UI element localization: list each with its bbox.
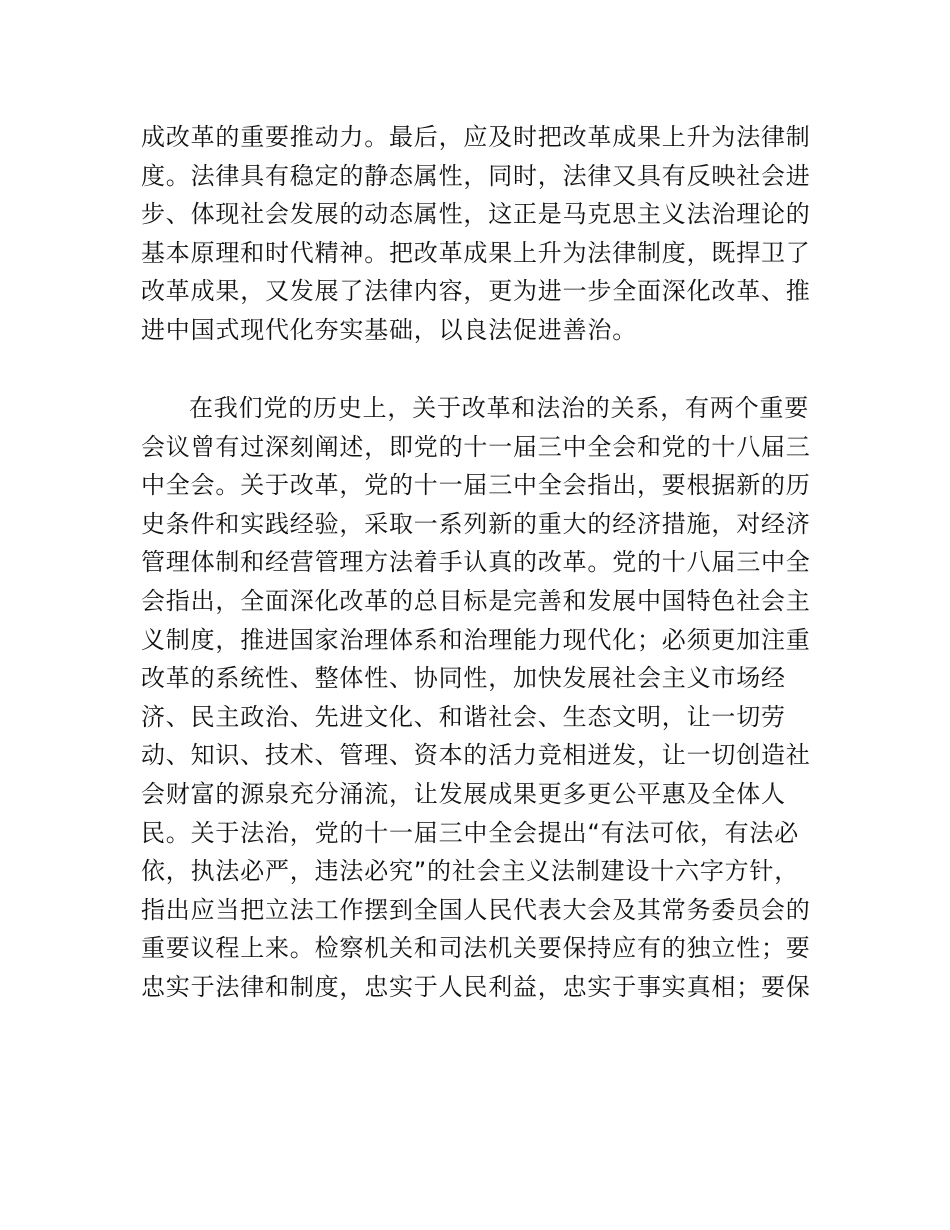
- text-line: 史条件和实践经验，采取一系列新的重大的经济措施，对经济: [141, 509, 811, 538]
- text-line: 指出应当把立法工作摆到全国人民代表大会及其常务委员会的: [141, 895, 811, 924]
- text-line: 动、知识、技术、管理、资本的活力竞相迸发，让一切创造社: [141, 741, 811, 770]
- text-line: 会指出，全面深化改革的总目标是完善和发展中国特色社会主: [141, 586, 811, 615]
- text-line-indented: 在我们党的历史上，关于改革和法治的关系，有两个重要: [189, 394, 809, 422]
- text-line: 会议曾有过深刻阐述，即党的十一届三中全会和党的十八届三: [141, 432, 811, 461]
- text-line: 管理体制和经营管理方法着手认真的改革。党的十八届三中全: [141, 548, 811, 577]
- text-line: 中全会。关于改革，党的十一届三中全会指出，要根据新的历: [141, 471, 811, 500]
- text-line: 忠实于法律和制度，忠实于人民利益，忠实于事实真相；要保: [141, 972, 811, 1001]
- text-line: 成改革的重要推动力。最后，应及时把改革成果上升为法律制: [141, 123, 811, 151]
- text-line: 进中国式现代化夯实基础，以良法促进善治。: [141, 315, 637, 344]
- text-line: 改革成果，又发展了法律内容，更为进一步全面深化改革、推: [141, 277, 811, 306]
- text-line: 基本原理和时代精神。把改革成果上升为法律制度，既捍卫了: [141, 238, 811, 267]
- text-line: 济、民主政治、先进文化、和谐社会、生态文明，让一切劳: [141, 702, 786, 731]
- text-line: 步、体现社会发展的动态属性，这正是马克思主义法治理论的: [141, 200, 811, 229]
- paragraph-1: [141, 118, 817, 350]
- text-line: 会财富的源泉充分涌流，让发展成果更多更公平惠及全体人: [141, 779, 786, 808]
- text-line: 改革的系统性、整体性、协同性，加快发展社会主义市场经: [141, 664, 786, 693]
- text-line: 依，执法必严，违法必究”的社会主义法制建设十六字方针，: [141, 857, 800, 886]
- paragraph-2: [141, 389, 817, 1007]
- text-line: 度。法律具有稳定的静态属性，同时，法律又具有反映社会进: [141, 161, 811, 190]
- text-line: 重要议程上来。检察机关和司法机关要保持应有的独立性；要: [141, 934, 811, 963]
- text-line: 民。关于法治，党的十一届三中全会提出“有法可依，有法必: [141, 818, 800, 847]
- text-line: 义制度，推进国家治理体系和治理能力现代化；必须更加注重: [141, 625, 811, 654]
